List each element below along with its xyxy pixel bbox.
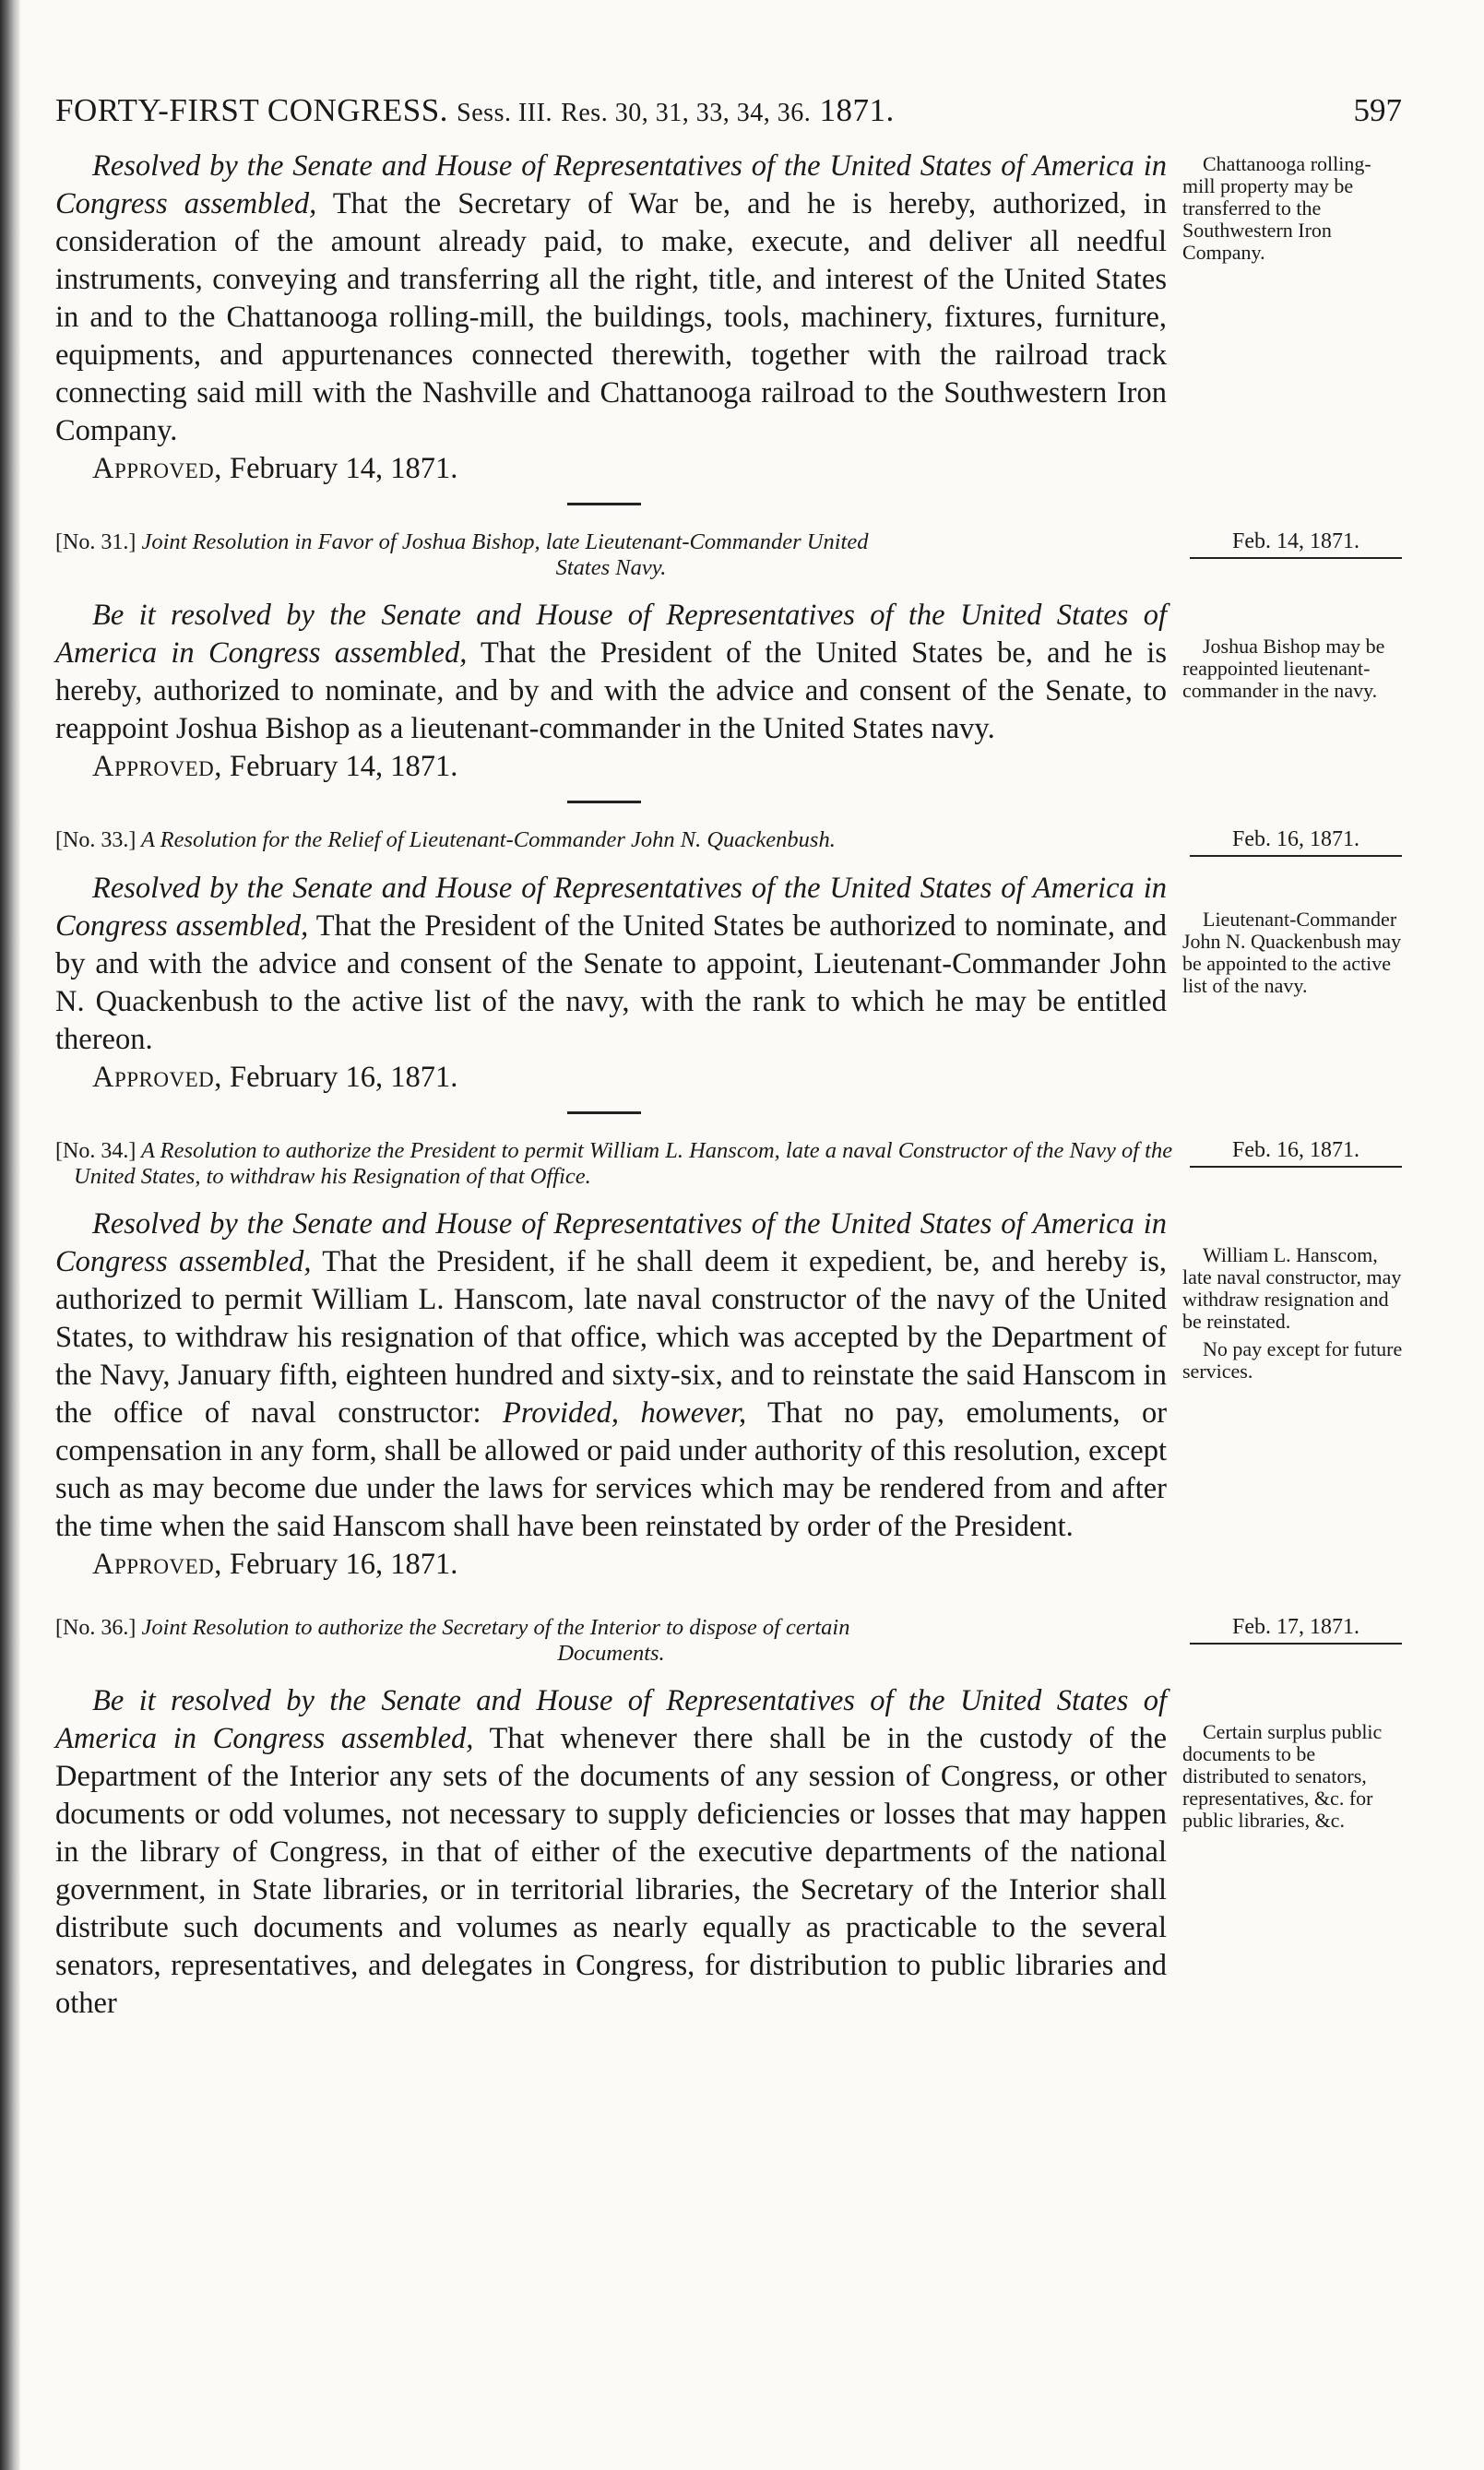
running-head-resolutions: Res. 30, 31, 33, 34, 36. (561, 99, 812, 127)
res31-date: Feb. 14, 1871. (1190, 529, 1402, 559)
res34-proviso: Provided, however, (502, 1396, 747, 1430)
res30-body: That the Secretary of War be, and he is hereby, authorized, in consideration of the amount already paid, to make, execute, and deliver all needful instruments, conveying and transferring all the right, title, and interest of the United States in and to the Chattanooga rolling-mill, the buildings, tools, machinery, fixtures, furniture, equipments, and appurtenances connected therewith, together with the railroad track connecting said mill with the Nashville and Chattanooga railroad to the Southwestern Iron Company. (55, 187, 1167, 447)
res34-text (55, 1205, 1167, 1584)
res33-date: Feb. 16, 1871. (1190, 827, 1402, 857)
res33-number: [No. 33.] (55, 828, 137, 852)
res33-heading (55, 827, 1402, 853)
res34-date: Feb. 16, 1871. (1190, 1138, 1402, 1168)
statute-page (55, 92, 1402, 2023)
running-head (55, 92, 1402, 148)
res30-enacting-clause: Resolved by the Senate and House of Representatives of the United States of America in Congress assembled, (55, 149, 1167, 220)
running-head-session: Sess. III. (457, 99, 552, 127)
res36-enacting-clause: Be it resolved by the Senate and House of Representatives of the United States of America in Congress assembled, (55, 1684, 1167, 1755)
res31-heading (55, 529, 1402, 580)
resolution-33 (55, 870, 1402, 1097)
resolution-36 (55, 1682, 1402, 2023)
margin-note-res36: Certain surplus public documents to be distributed to senators, representatives, &c. for public libraries, &c. (1182, 1720, 1383, 1832)
res31-approved: Approved, February 14, 1871. (92, 750, 458, 783)
running-head-year: 1871. (819, 92, 895, 128)
res34-approved: Approved, February 16, 1871. (92, 1548, 458, 1581)
section-divider (567, 503, 641, 505)
running-head-title: FORTY-FIRST CONGRESS. (55, 92, 448, 128)
res36-date: Feb. 17, 1871. (1190, 1615, 1402, 1645)
res31-enacting-clause: Be it resolved by the Senate and House of Representatives of the United States of America in Congress assembled, (55, 599, 1167, 670)
page-number: 597 (1353, 92, 1402, 128)
res34-enacting-clause: Resolved by the Senate and House of Representatives of the United States of America in Congress assembled, (55, 1207, 1167, 1278)
res34-margin-note-2: No pay except for future services. (1182, 1337, 1403, 1383)
res34-body-b: That no pay, emoluments, or compensation in any form, shall be allowed or paid under authority of this resolution, except such as may become due under the laws for services which may be rendered from and after the time when the said Hanscom shall have been reinstated by order of the President. (55, 1396, 1168, 1543)
res30-approved: Approved, February 14, 1871. (92, 452, 458, 485)
res36-heading (55, 1615, 1402, 1666)
running-head-text (55, 92, 895, 129)
res36-title: [No. 36.] Joint Resolution to authorize the Secretary of the Interior to dispose of certain Documents. (55, 1615, 850, 1666)
margin-note-res33: Lieutenant-Commander John N. Quackenbush may be appointed to the active list of the navy. (1182, 908, 1402, 997)
section-divider (567, 801, 641, 803)
res31-text (55, 597, 1167, 786)
margin-note-res34 (1182, 1244, 1404, 1388)
section-divider (567, 1111, 641, 1114)
res36-body: That whenever there shall be in the custody of the Department of the Interior any sets of the documents of any session of Congress, or other documents or odd volumes, not necessary to supply deficiencies or losses that may happen in the library of Congress, in that of either of the executive departments of the national government, in State libraries, or in territorial libraries, the Secretary of the Interior shall distribute such documents and volumes as nearly equally as practicable to the several senators, representatives, and delegates in Congress, for distribution to public libraries and other (55, 1722, 1167, 2020)
resolution-30 (55, 148, 1402, 488)
res34-margin-note-1: William L. Hanscom, late naval constructor, may withdraw resignation and be reinstated. (1182, 1243, 1402, 1333)
res31-title: [No. 31.] Joint Resolution in Favor of Joshua Bishop, late Lieutenant-Commander United States Navy. (55, 529, 869, 580)
res34-number: [No. 34.] (55, 1139, 137, 1163)
res33-body: That the President of the United States be authorized to nominate, and by and with the advice and consent of the Senate to appoint, Lieutenant-Commander John N. Quackenbush to the active list of the navy, with the rank to which he may be entitled thereon. (55, 909, 1167, 1056)
res33-approved: Approved, February 16, 1871. (92, 1061, 458, 1094)
res34-title: [No. 34.] A Resolution to authorize the President to permit William L. Hanscom, late a naval Constructor of the Navy of the United States, to withdraw his Resignation of that Office. (55, 1138, 1173, 1189)
res30-text (55, 148, 1167, 488)
margin-note-res30: Chattanooga rolling-mill property may be transferred to the Southwestern Iron Company. (1182, 152, 1371, 264)
res36-number: [No. 36.] (55, 1616, 137, 1640)
resolution-31 (55, 597, 1402, 786)
margin-note-res31: Joshua Bishop may be reappointed lieutenant-commander in the navy. (1182, 635, 1385, 702)
res33-title: [No. 33.] A Resolution for the Relief of Lieutenant-Commander John N. Quackenbush. (55, 827, 836, 852)
page-spine-shadow (0, 0, 20, 2470)
resolution-34 (55, 1205, 1402, 1584)
res33-text (55, 870, 1167, 1097)
res34-body-a: That the President, if he shall deem it expedient, be, and hereby is, authorized to permit William L. Hanscom, late naval constructor of the navy of the United States, to withdraw his resignation of that office, which was accepted by the Department of the Navy, January fifth, eighteen hundred and sixty-six, and to reinstate the said Hanscom in the office of naval constructor: (55, 1245, 1167, 1430)
res34-heading (55, 1138, 1402, 1189)
res33-enacting-clause: Resolved by the Senate and House of Representatives of the United States of America in Congress assembled, (55, 872, 1167, 943)
res31-body: That the President of the United States be, and he is hereby, authorized to nominate, and by and with the advice and consent of the Senate, to reappoint Joshua Bishop as a lieutenant-commander in the United States navy. (55, 636, 1167, 745)
res31-number: [No. 31.] (55, 530, 137, 554)
res36-text (55, 1682, 1167, 2023)
